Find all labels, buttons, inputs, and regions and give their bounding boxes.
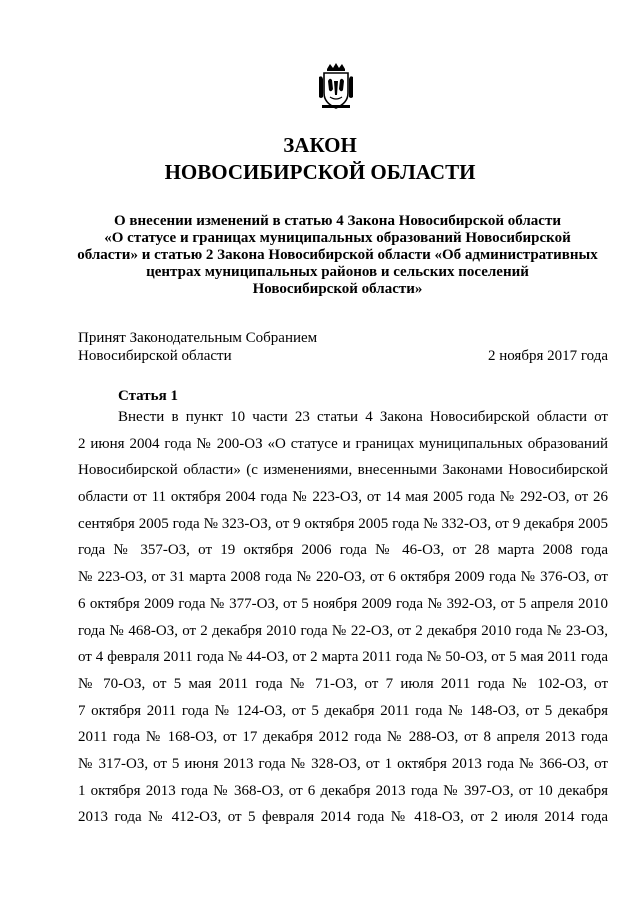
body-line: сентября 2005 года № 323-ОЗ, от 9 октября 2005 года № 332-ОЗ, от 9 декабря 2005 — [78, 515, 608, 532]
body-line: Новосибирской области» (с изменениями, внесенными Законами Новосибирской — [78, 462, 608, 479]
law-subtitle — [70, 213, 605, 298]
adopted-by-text: Принят Законодательным Собранием — [78, 330, 318, 346]
subtitle-line: Новосибирской области» — [252, 281, 423, 297]
body-line: года № 468-ОЗ, от 2 декабря 2010 года № 22-ОЗ, от 2 декабря 2010 года № 23-ОЗ, — [78, 622, 608, 639]
article-body — [78, 404, 608, 831]
law-title: ЗАКОН — [283, 133, 357, 157]
body-line: № 317-ОЗ, от 5 июня 2013 года № 328-ОЗ, от 1 октября 2013 года № 366-ОЗ, от — [78, 755, 608, 772]
body-line: 6 октября 2009 года № 377-ОЗ, от 5 ноября 2009 года № 392-ОЗ, от 5 апреля 2010 — [78, 595, 608, 612]
adopted-by-region-text: Новосибирской области — [78, 348, 232, 364]
body-line: года № 357-ОЗ, от 19 октября 2006 года № 46-ОЗ, от 28 марта 2008 года — [78, 542, 608, 559]
body-line: 2013 года № 412-ОЗ, от 5 февраля 2014 года № 418-ОЗ, от 2 июля 2014 года — [78, 809, 608, 826]
region-title: НОВОСИБИРСКОЙ ОБЛАСТИ — [164, 160, 476, 184]
coat-of-arms-icon — [318, 63, 354, 109]
body-line: Внести в пункт 10 части 23 статьи 4 Закона Новосибирской области от — [118, 409, 608, 425]
adoption-date: 2 ноября 2017 года — [487, 348, 608, 364]
adoption-block — [78, 329, 608, 365]
subtitle-line: области» и статью 2 Закона Новосибирской области «Об административных — [77, 247, 598, 263]
body-line: области от 11 октября 2004 года № 223-ОЗ, от 14 мая 2005 года № 292-ОЗ, от 26 — [78, 489, 608, 506]
subtitle-line: «О статусе и границах муниципальных образований Новосибирской — [104, 230, 571, 246]
subtitle-line: О внесении изменений в статью 4 Закона Новосибирской области — [114, 213, 561, 229]
subtitle-line: центрах муниципальных районов и сельских поселений — [146, 264, 529, 280]
body-line: № 223-ОЗ, от 31 марта 2008 года № 220-ОЗ, от 6 октября 2009 года № 376-ОЗ, от — [78, 569, 608, 586]
body-line: от 4 февраля 2011 года № 44-ОЗ, от 2 марта 2011 года № 50-ОЗ, от 5 мая 2011 года — [78, 649, 608, 666]
body-line: 1 октября 2013 года № 368-ОЗ, от 6 декабря 2013 года № 397-ОЗ, от 10 декабря — [78, 782, 608, 799]
body-line: № 70-ОЗ, от 5 мая 2011 года № 71-ОЗ, от 7 июля 2011 года № 102-ОЗ, от — [78, 675, 608, 692]
body-line: 2 июня 2004 года № 200-ОЗ «О статусе и границах муниципальных образований — [78, 435, 608, 452]
article-heading: Статья 1 — [118, 388, 178, 404]
body-line: 2011 года № 168-ОЗ, от 17 декабря 2012 года № 288-ОЗ, от 8 апреля 2013 года — [78, 729, 608, 746]
body-line: 7 октября 2011 года № 124-ОЗ, от 5 декабря 2011 года № 148-ОЗ, от 5 декабря — [78, 702, 608, 719]
